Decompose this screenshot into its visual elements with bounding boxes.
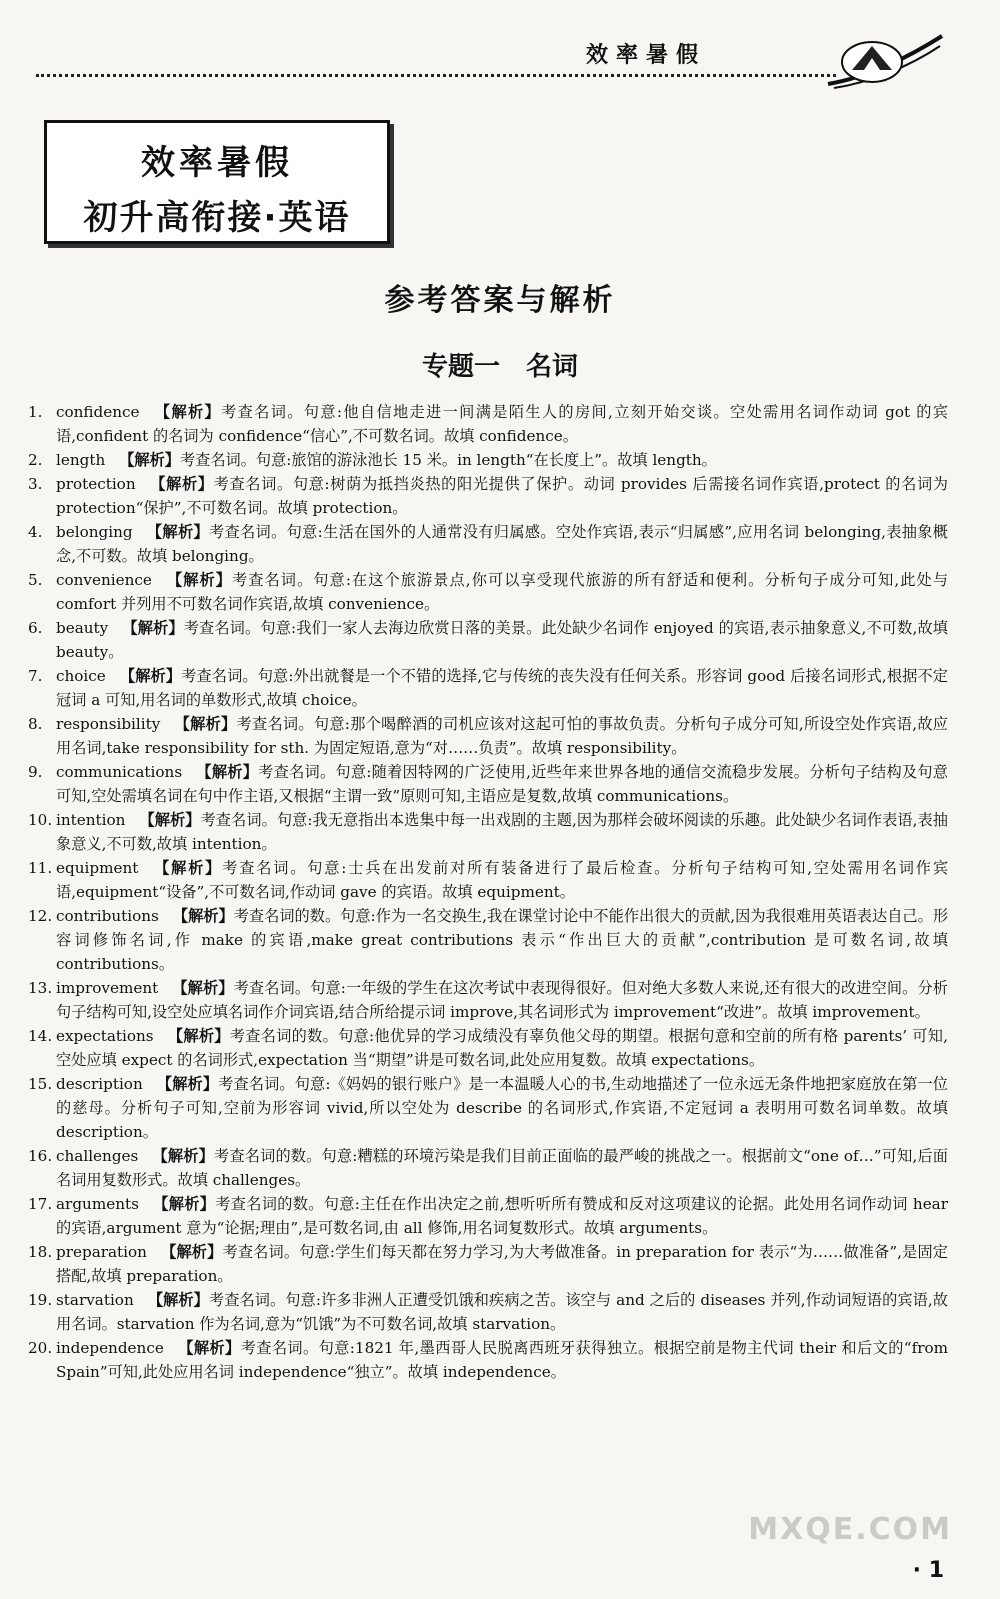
answer-item — [28, 1288, 948, 1336]
analysis-tag: 【解析】 — [196, 763, 259, 781]
analysis-tag: 【解析】 — [147, 1291, 209, 1309]
item-explanation: 考查名词。句意:生活在国外的人通常没有归属感。空处作宾语,表示“归属感”,应用名词 belonging,表抽象概念,不可数。故填 belonging。 — [56, 523, 948, 565]
item-explanation: 考查名词。句意:树荫为抵挡炎热的阳光提供了保护。动词 provides 后需接名词作宾语,protect 的名词为 protection“保护”,不可数名词。故填 protection。 — [56, 475, 948, 517]
answer-item — [28, 808, 948, 856]
analysis-tag: 【解析】 — [152, 859, 223, 877]
section-heading — [0, 346, 1000, 383]
item-explanation: 考查名词。句意:他自信地走进一间满是陌生人的房间,立刻开始交谈。空处需用名词作动词 got 的宾语,confident 的名词为 confidence“信心”,不可数名词。故填 confidence。 — [56, 403, 948, 445]
answer-item — [28, 1072, 948, 1144]
item-answer: confidence — [56, 403, 140, 421]
item-answer: starvation — [56, 1291, 134, 1309]
item-number: 4. — [28, 523, 43, 541]
item-explanation: 考查名词。句意:许多非洲人正遭受饥饿和疾病之苦。该空与 and 之后的 diseases 并列,作动词短语的宾语,故用名词。starvation 作为名词,意为“饥饿”为不可数名词,故填 starvation。 — [56, 1291, 949, 1333]
item-number: 16. — [28, 1147, 53, 1165]
header-title: 效率暑假 — [586, 43, 707, 68]
item-number: 12. — [28, 907, 53, 925]
item-answer: intention — [56, 811, 126, 829]
item-number: 11. — [28, 859, 53, 877]
analysis-tag: 【解析】 — [146, 523, 209, 541]
item-number: 8. — [28, 715, 43, 733]
item-number: 19. — [28, 1291, 53, 1309]
item-number: 9. — [28, 763, 43, 781]
watermark: MXQE.COM — [748, 1512, 952, 1547]
item-answer: independence — [56, 1339, 164, 1357]
item-answer: challenges — [56, 1147, 139, 1165]
answer-item — [28, 712, 948, 760]
analysis-tag: 【解析】 — [153, 403, 222, 421]
item-number: 14. — [28, 1027, 53, 1045]
page-header — [0, 0, 1000, 90]
analysis-tag: 【解析】 — [165, 571, 233, 589]
book-title-box — [44, 120, 390, 244]
item-explanation: 考查名词的数。句意:糟糕的环境污染是我们目前正面临的最严峻的挑战之一。根据前文“one of…”可知,后面名词用复数形式。故填 challenges。 — [56, 1147, 948, 1189]
answer-item — [28, 520, 948, 568]
item-explanation: 考查名词。句意:士兵在出发前对所有装备进行了最后检查。分析句子结构可知,空处需用名词作宾语,equipment“设备”,不可数名词,作动词 gave 的宾语。故填 equipment。 — [56, 859, 949, 901]
item-answer: expectations — [56, 1027, 154, 1045]
answer-item — [28, 664, 948, 712]
item-number: 7. — [28, 667, 43, 685]
analysis-tag: 【解析】 — [177, 1339, 241, 1357]
item-answer: length — [56, 451, 106, 469]
answer-item — [28, 976, 948, 1024]
item-answer: responsibility — [56, 715, 161, 733]
item-number: 5. — [28, 571, 43, 589]
analysis-tag: 【解析】 — [119, 451, 180, 469]
item-explanation: 考查名词。句意:外出就餐是一个不错的选择,它与传统的丧失没有任何关系。形容词 good 后接名词形式,根据不定冠词 a 可知,用名词的单数形式,故填 choice。 — [56, 667, 948, 709]
item-answer: beauty — [56, 619, 109, 637]
item-answer: improvement — [56, 979, 159, 997]
answer-item — [28, 1144, 948, 1192]
item-number: 20. — [28, 1339, 53, 1357]
item-answer: protection — [56, 475, 136, 493]
item-number: 1. — [28, 403, 43, 421]
analysis-tag: 【解析】 — [152, 1195, 216, 1213]
item-answer: arguments — [56, 1195, 139, 1213]
answer-item — [28, 448, 948, 472]
item-answer: communications — [56, 763, 183, 781]
item-number: 2. — [28, 451, 43, 469]
item-explanation: 考查名词的数。句意:主任在作出决定之前,想听听所有赞成和反对这项建议的论据。此处用名词作动词 hear 的宾语,argument 意为“论据;理由”,是可数名词,由 all 修饰,用名词复数形式。故填 arguments。 — [56, 1195, 948, 1237]
item-explanation: 考查名词。句意:我无意指出本选集中每一出戏剧的主题,因为那样会破坏阅读的乐趣。此处缺少名词作表语,表抽象意义,不可数,故填 intention。 — [56, 811, 948, 853]
analysis-tag: 【解析】 — [156, 1075, 219, 1093]
answer-item — [28, 760, 948, 808]
item-explanation: 考查名词。句意:我们一家人去海边欣赏日落的美景。此处缺少名词作 enjoyed 的宾语,表示抽象意义,不可数,故填 beauty。 — [56, 619, 948, 661]
item-explanation: 考查名词。句意:在这个旅游景点,你可以享受现代旅游的所有舒适和便利。分析句子成分可知,此处与 comfort 并列用不可数名词作宾语,故填 convenience。 — [56, 571, 949, 613]
item-explanation: 考查名词。句意:1821 年,墨西哥人民脱离西班牙获得独立。根据空前是物主代词 their 和后文的“from Spain”可知,此处应用名词 independence“独立”。故填 independence。 — [56, 1339, 948, 1381]
answer-item — [28, 472, 948, 520]
book-title-line2: 初升高衔接·英语 — [83, 198, 351, 238]
item-answer: preparation — [56, 1243, 147, 1261]
analysis-tag: 【解析】 — [174, 715, 237, 733]
answer-list — [28, 400, 948, 1384]
item-explanation: 考查名词。句意:随着因特网的广泛使用,近些年来世界各地的通信交流稳步发展。分析句子结构及句意可知,空处需填名词在句中作主语,又根据“主谓一致”原则可知,主语应是复数,故填 communications。 — [56, 763, 948, 805]
analysis-tag: 【解析】 — [160, 1243, 223, 1261]
answer-item — [28, 616, 948, 664]
answer-item — [28, 904, 948, 976]
item-number: 3. — [28, 475, 43, 493]
item-answer: belonging — [56, 523, 133, 541]
item-explanation: 考查名词。句意:一年级的学生在这次考试中表现得很好。但对绝大多数人来说,还有很大的改进空间。分析句子结构可知,设空处应填名词作介词宾语,结合所给提示词 improve,其名词形式为 improvement“改进”。故填 improvement。 — [56, 979, 948, 1021]
page-heading: 参考答案与解析 — [384, 283, 616, 318]
item-explanation: 考查名词。句意:《妈妈的银行账户》是一本温暖人心的书,生动地描述了一位永远无条件地把家庭放在第一位的慈母。分析句子可知,空前为形容词 vivid,所以空处为 describe 的名词形式,作宾语,不定冠词 a 表明用可数名词单数。故填 description。 — [56, 1075, 948, 1141]
analysis-tag: 【解析】 — [167, 1027, 230, 1045]
analysis-tag: 【解析】 — [172, 907, 234, 925]
analysis-tag: 【解析】 — [122, 619, 184, 637]
item-number: 13. — [28, 979, 53, 997]
item-number: 17. — [28, 1195, 53, 1213]
item-answer: contributions — [56, 907, 159, 925]
section-topic: 名词 — [526, 352, 579, 382]
item-number: 18. — [28, 1243, 53, 1261]
answer-item — [28, 568, 948, 616]
item-number: 10. — [28, 811, 53, 829]
item-number: 6. — [28, 619, 43, 637]
item-explanation: 考查名词的数。句意:他优异的学习成绩没有辜负他父母的期望。根据句意和空前的所有格 parents’ 可知,空处应填 expect 的名词形式,expectation 当“期望”讲是可数名词,此处应用复数。故填 expectations。 — [56, 1027, 949, 1069]
item-answer: equipment — [56, 859, 139, 877]
item-explanation: 考查名词。句意:那个喝醉酒的司机应该对这起可怕的事故负责。分析句子成分可知,所设空处作宾语,故应用名词,take responsibility for sth. 为固定短语,意为“对……负责”。故填 responsibility。 — [56, 715, 948, 757]
analysis-tag: 【解析】 — [149, 475, 214, 493]
answer-item — [28, 400, 948, 448]
analysis-tag: 【解析】 — [172, 979, 234, 997]
page-number: · 1 — [912, 1558, 944, 1583]
answer-item — [28, 1240, 948, 1288]
item-answer: convenience — [56, 571, 152, 589]
item-answer: description — [56, 1075, 143, 1093]
analysis-tag: 【解析】 — [119, 667, 182, 685]
answer-item — [28, 1192, 948, 1240]
item-answer: choice — [56, 667, 106, 685]
item-explanation: 考查名词的数。句意:作为一名交换生,我在课堂讨论中不能作出很大的贡献,因为我很难用英语表达自己。形容词修饰名词,作 make 的宾语,make great contributions 表示“作出巨大的贡献”,contribution 是可数名词,故填 contributions。 — [56, 907, 949, 973]
answer-item — [28, 856, 948, 904]
item-explanation: 考查名词。句意:旅馆的游泳池长 15 米。in length“在长度上”。故填 length。 — [179, 451, 717, 469]
analysis-tag: 【解析】 — [152, 1147, 214, 1165]
item-explanation: 考查名词。句意:学生们每天都在努力学习,为大考做准备。in preparation for 表示“为……做准备”,是固定搭配,故填 preparation。 — [56, 1243, 948, 1285]
answer-item — [28, 1024, 948, 1072]
book-title-line1: 效率暑假 — [141, 143, 293, 183]
section-part: 专题一 — [421, 352, 500, 382]
header-dotted-rule — [36, 74, 836, 77]
analysis-tag: 【解析】 — [139, 811, 201, 829]
item-number: 15. — [28, 1075, 53, 1093]
publisher-logo — [824, 30, 944, 92]
answer-item — [28, 1336, 948, 1384]
